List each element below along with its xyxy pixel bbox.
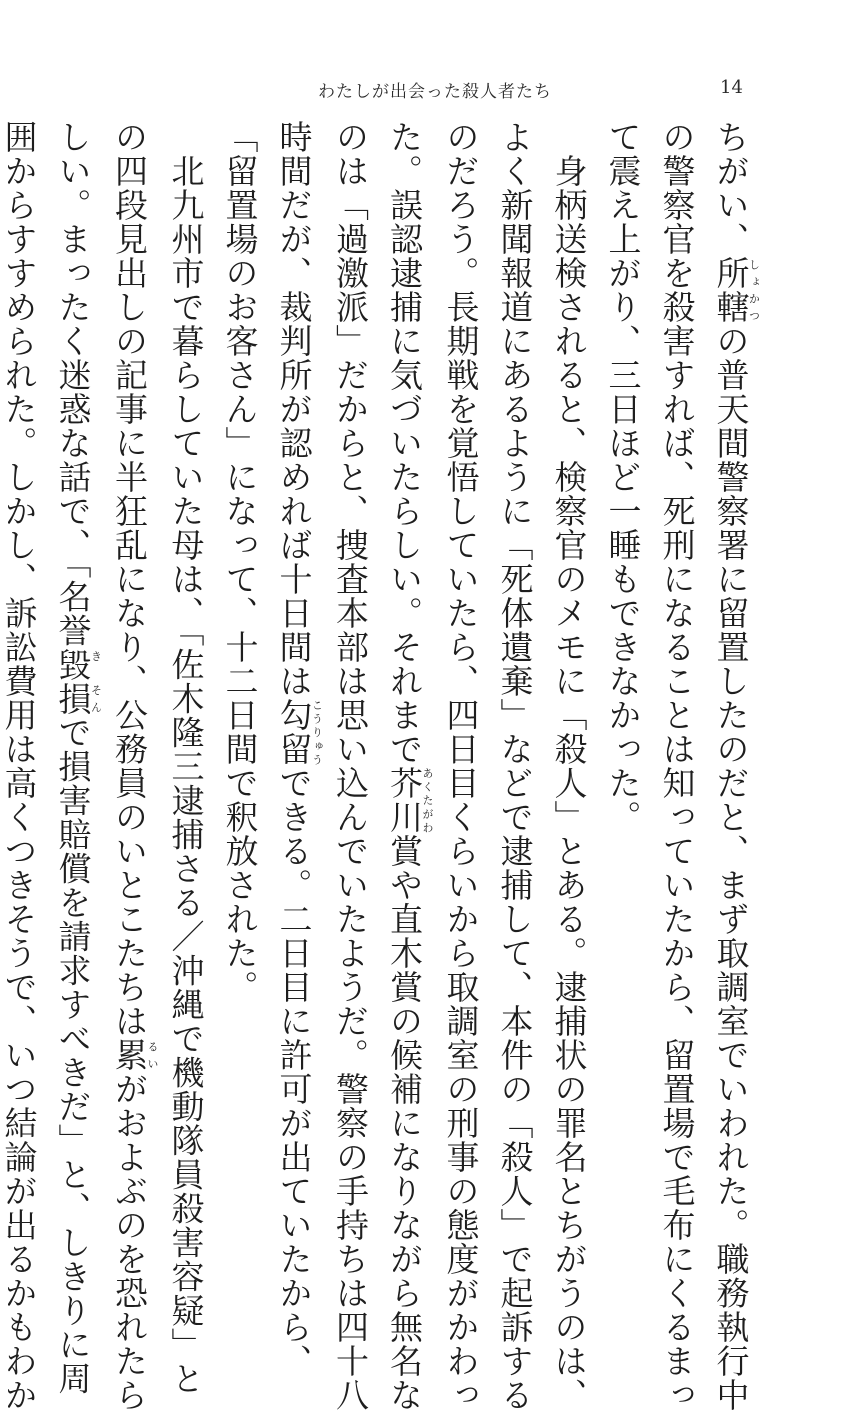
text-line-5: よく新聞報道にあるように「死体遺棄」などで逮捕して、本件の「殺人」で起訴する xyxy=(495,120,535,1412)
text-line-9: 時間だが、裁判所が認めれば十日間は勾留こうりゅうできる。二日目に許可が出ていたから、 xyxy=(274,120,324,1378)
furigana-ruby: 毀損き そん xyxy=(53,647,103,716)
text-line-3: て震え上がり、三日ほど一睡もできなかった。 xyxy=(603,120,643,834)
text-line-7: た。誤認逮捕に気づいたらしい。それまで芥川あくたがわ賞や直木賞の候補になりながら無名な xyxy=(385,120,434,1412)
furigana-reading: あくたがわ xyxy=(421,766,434,834)
text-line-14: 囲からすすめられた。しかし、訴訟費用は高くつきそうで、いつ結論が出るかもわか xyxy=(0,120,39,1412)
furigana-reading: しょかつ xyxy=(747,256,761,324)
text-line-2: の警察官を殺害すれば、死刑になることは知っていたから、留置場で毛布にくるまっ xyxy=(657,120,697,1412)
text-line-13: しい。まったく迷惑な話で、「名誉毀損き そんで損害賠償を請求すべきだ」と、しきりに周 xyxy=(53,120,103,1396)
furigana-ruby: 勾留こうりゅう xyxy=(274,698,324,766)
furigana-ruby: 累るい xyxy=(110,1038,159,1072)
text-line-10: 「留置場のお客さん」になって、十二日間で釈放された。 xyxy=(220,120,260,1004)
furigana-reading: き そん xyxy=(89,647,103,716)
furigana-reading: るい xyxy=(146,1038,159,1072)
furigana-reading: こうりゅう xyxy=(310,698,324,766)
text-line-8: のは「過激派」だからと、捜査本部は思い込んでいたようだ。警察の手持ちは四十八 xyxy=(331,120,370,1412)
running-head-title: わたしが出会った殺人者たち xyxy=(318,82,552,102)
vertical-body-text xyxy=(0,120,761,1412)
text-line-12: の四段見出しの記事に半狂乱になり、公務員のいとこたちは累るいがおよぶのを恐れたら xyxy=(110,120,159,1412)
text-line-11: 北九州市で暮らしていた母は、「佐木隆三逮捕さる／沖縄で機動隊員殺害容疑」と xyxy=(166,120,206,1396)
page-number: 14 xyxy=(720,77,743,98)
text-line-1: ちがい、所轄しょかつの普天間警察署に留置したのだと、まず取調室でいわれた。職務執行中 xyxy=(711,120,761,1412)
furigana-ruby: 所轄しょかつ xyxy=(711,256,761,324)
furigana-ruby: 芥川あくたがわ xyxy=(385,766,434,834)
text-line-4: 身柄送検されると、検察官のメモに「殺人」とある。逮捕状の罪名とちがうのは、 xyxy=(549,120,589,1412)
text-line-6: のだろう。長期戦を覚悟していたら、四日目くらいから取調室の刑事の態度がかわっ xyxy=(441,120,481,1412)
